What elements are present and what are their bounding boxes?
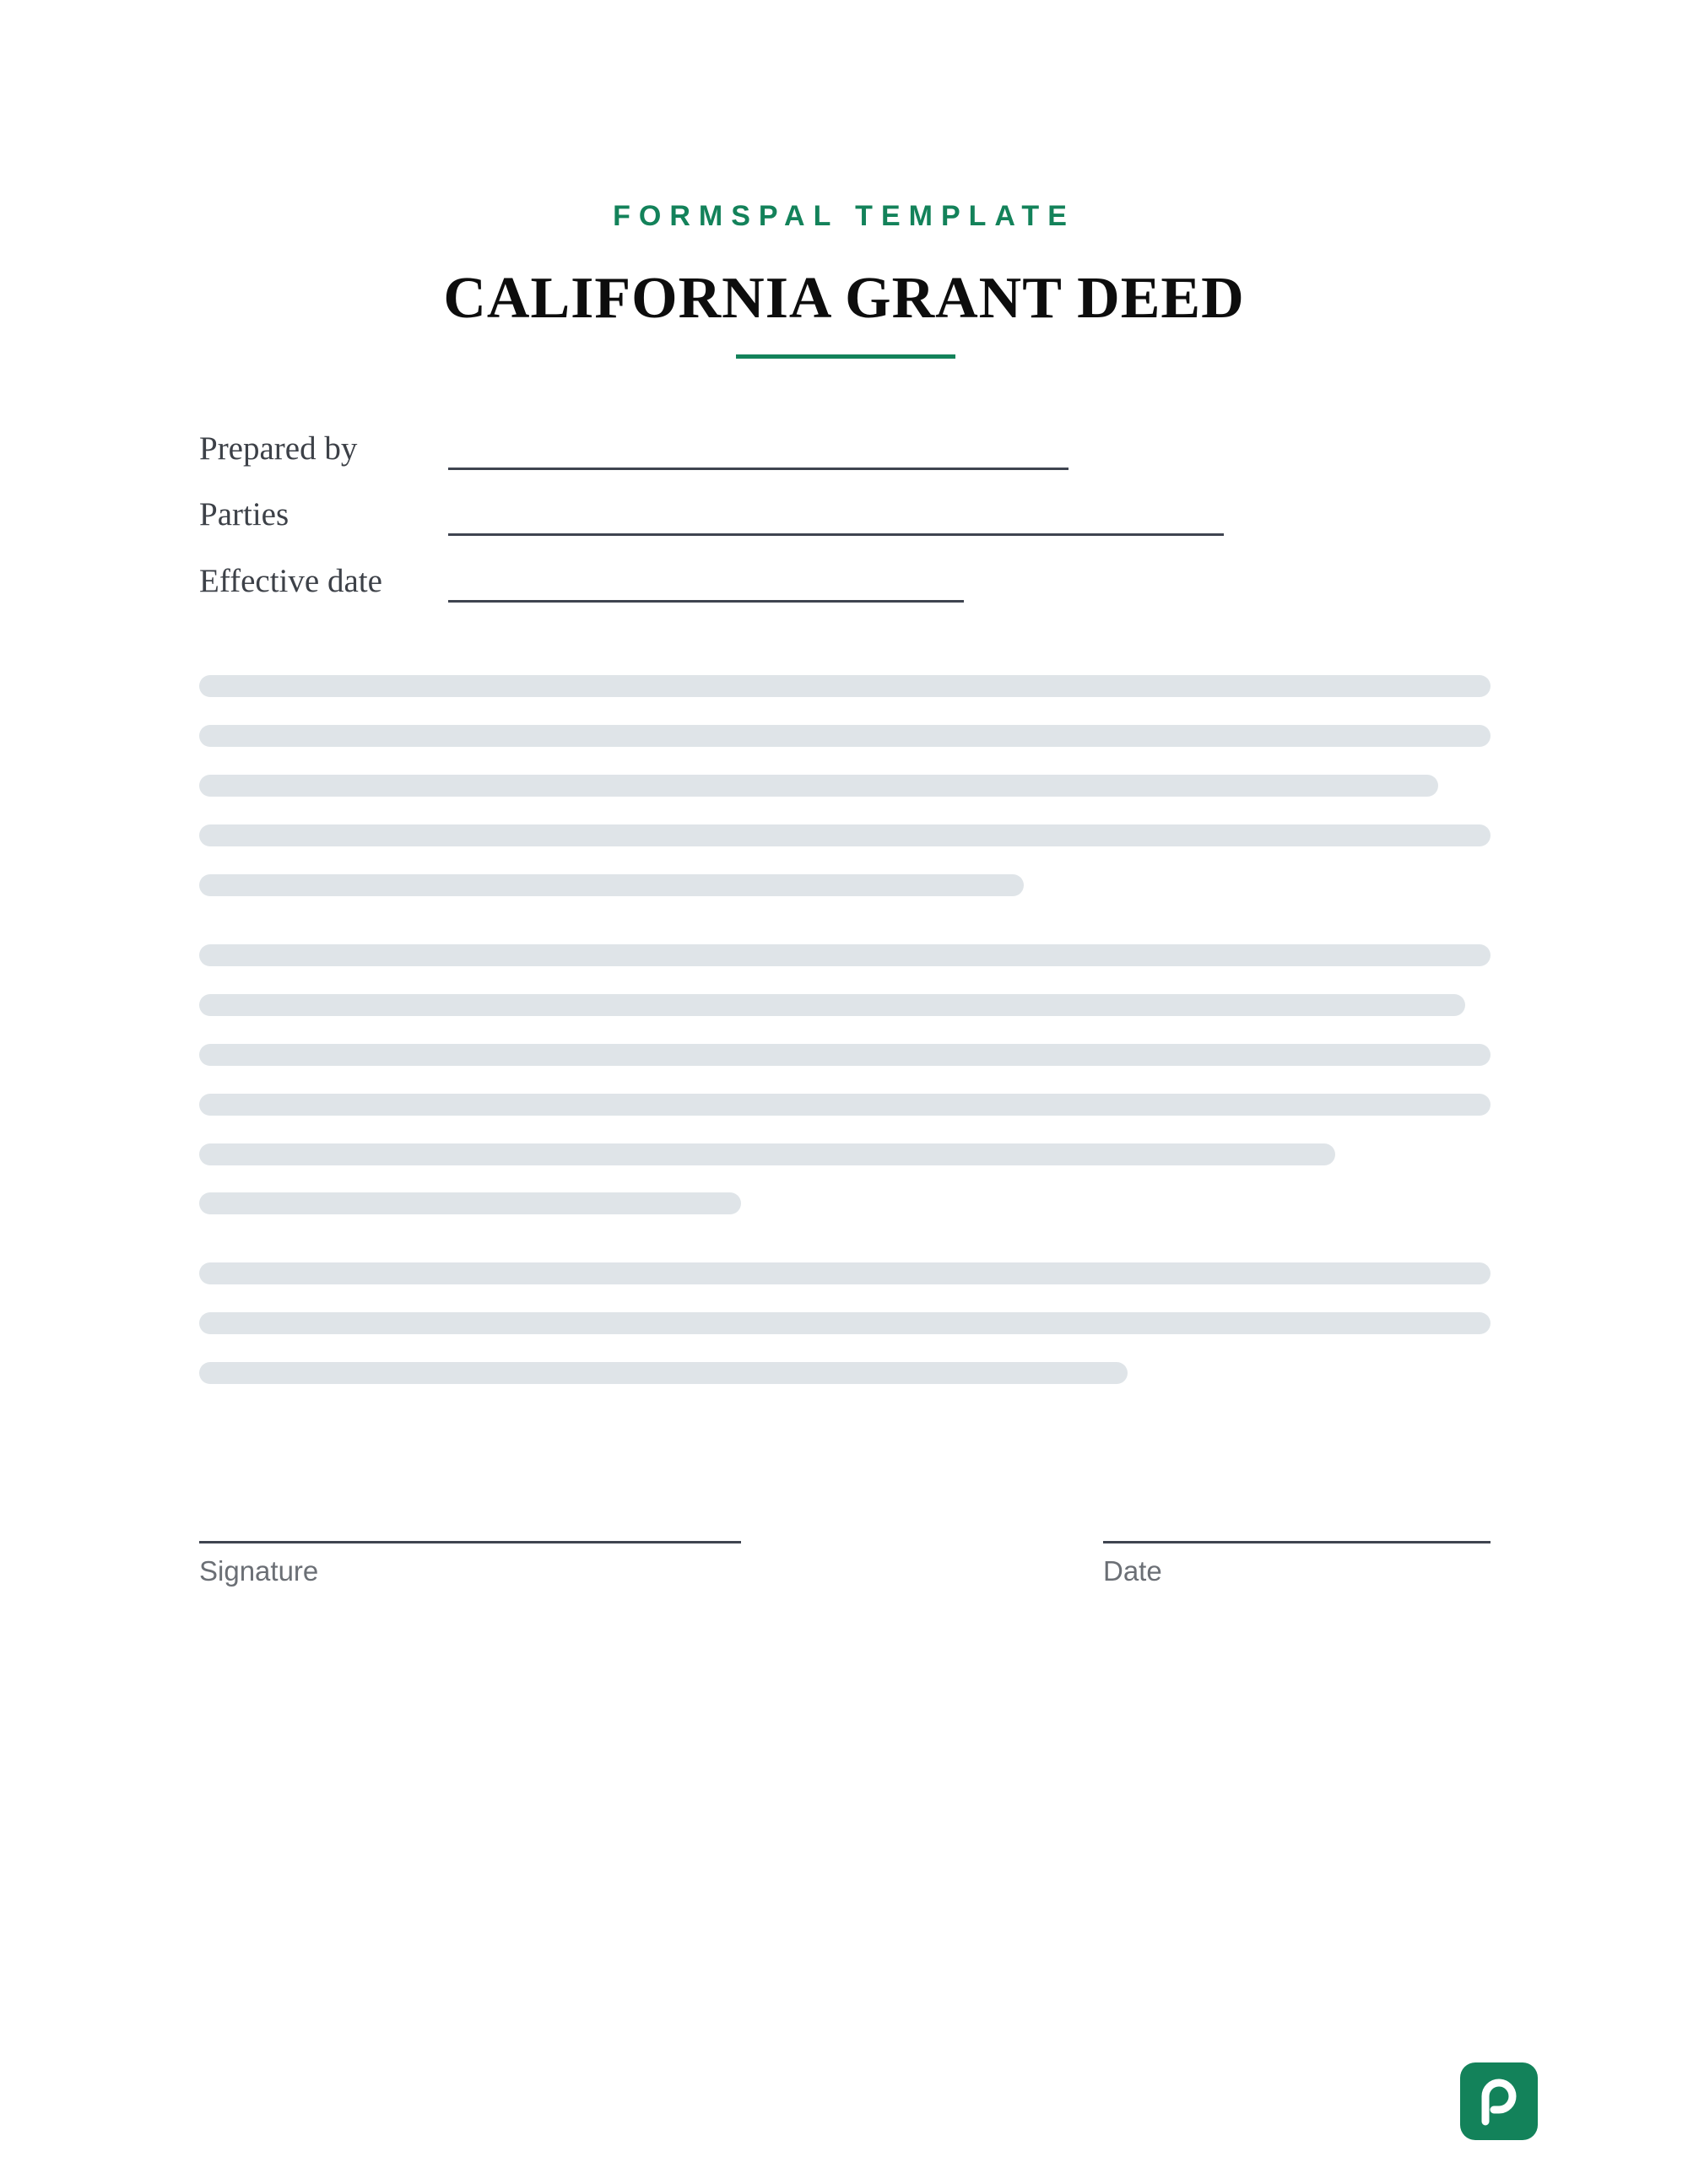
text-placeholder-line <box>199 1312 1491 1334</box>
formspal-logo-icon <box>1460 2062 1538 2140</box>
parties-input-line[interactable] <box>448 533 1224 536</box>
brand-label: FORMSPAL TEMPLATE <box>613 200 1075 232</box>
text-placeholder-line <box>199 725 1491 747</box>
field-effective-date <box>199 558 964 605</box>
signature-input-line[interactable] <box>199 1541 741 1543</box>
field-label: Effective date <box>199 563 382 599</box>
field-prepared-by <box>199 425 1069 473</box>
field-label: Parties <box>199 496 289 532</box>
text-placeholder-line <box>199 1143 1335 1165</box>
text-placeholder-line <box>199 675 1491 697</box>
text-placeholder-line <box>199 1262 1491 1284</box>
field-label: Prepared by <box>199 430 358 467</box>
text-placeholder-line <box>199 775 1438 797</box>
text-placeholder-line <box>199 1044 1491 1066</box>
text-placeholder-line <box>199 1192 741 1214</box>
text-placeholder-line <box>199 1362 1128 1384</box>
text-placeholder-line <box>199 824 1491 846</box>
signature-label: Signature <box>199 1555 319 1587</box>
text-placeholder-line <box>199 874 1024 896</box>
text-placeholder-line <box>199 1094 1491 1116</box>
text-placeholder-line <box>199 944 1491 966</box>
text-placeholder-line <box>199 994 1465 1016</box>
document-title: CALIFORNIA GRANT DEED <box>443 266 1245 331</box>
prepared-by-input-line[interactable] <box>448 468 1069 470</box>
date-label: Date <box>1103 1555 1162 1587</box>
effective-date-input-line[interactable] <box>448 600 964 603</box>
field-parties <box>199 491 1224 538</box>
date-input-line[interactable] <box>1103 1541 1491 1543</box>
title-underline <box>736 354 955 359</box>
